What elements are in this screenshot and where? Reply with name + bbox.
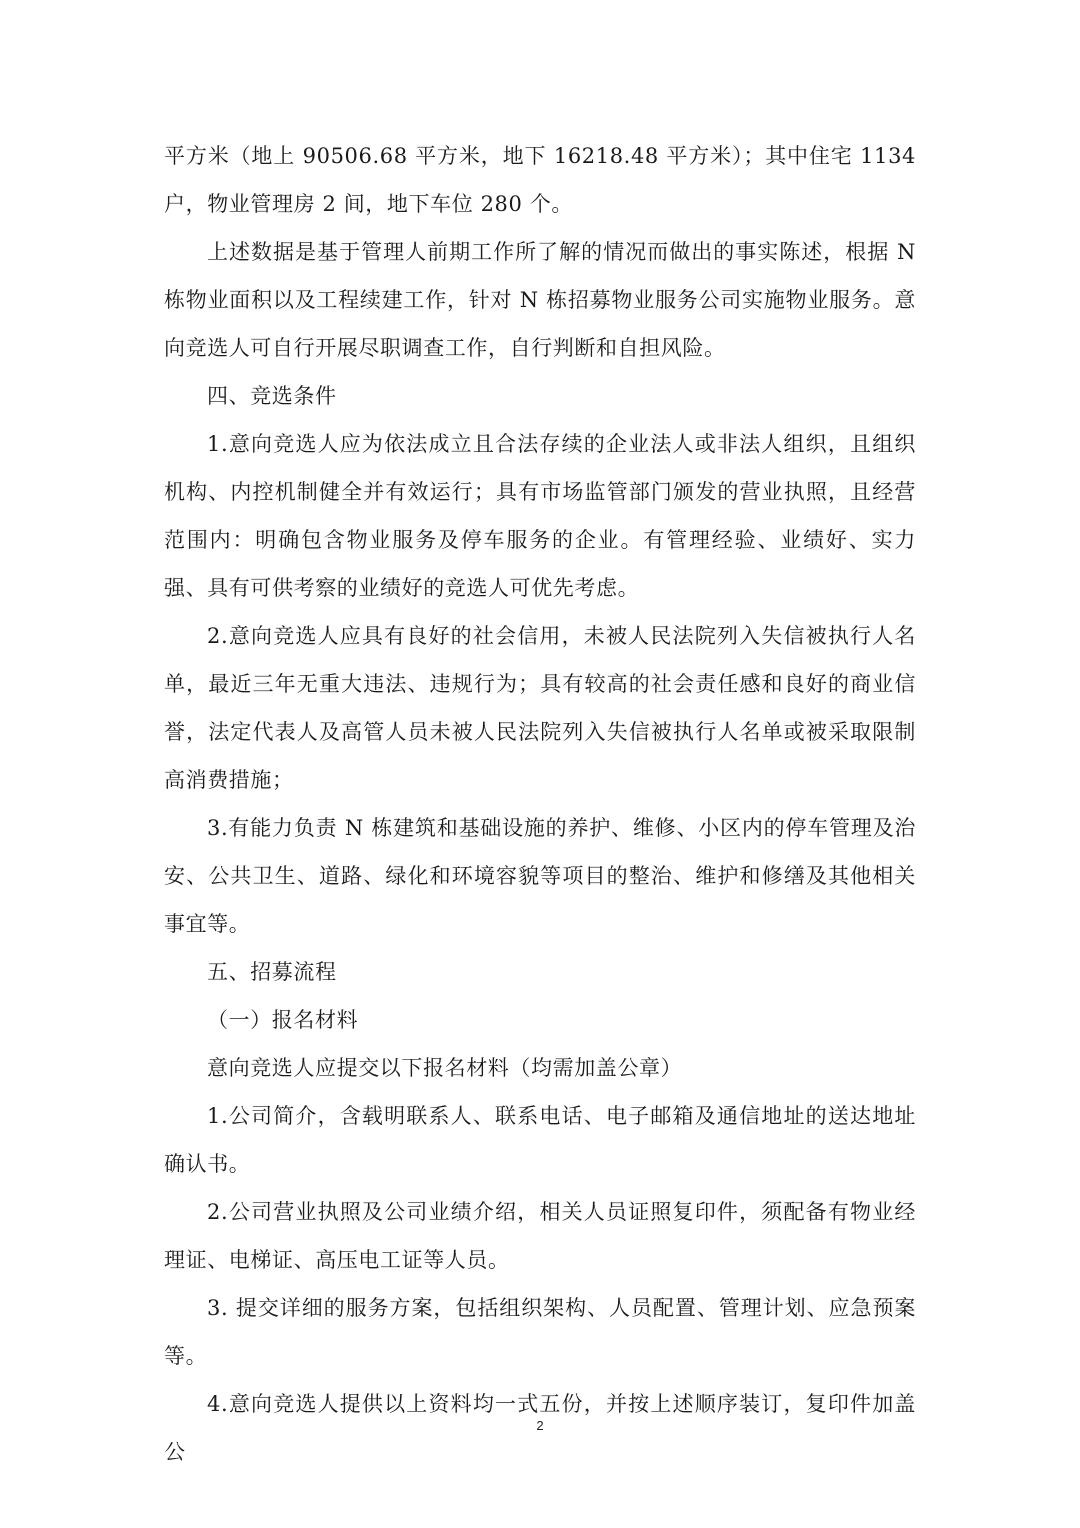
section-heading-process: 五、招募流程 [207,960,337,984]
page-number: 2 [536,1418,544,1433]
paragraph-condition-2: 2.意向竞选人应具有良好的社会信用，未被人民法院列入失信被执行人名单，最近三年无重大违法、违规行为；具有较高的社会责任感和良好的商业信誉，法定代表人及高管人员未被人民法院列入失信被执行人名单或被采取限制高消费措施； [164,624,916,792]
paragraph-material-3: 3. 提交详细的服务方案，包括组织架构、人员配置、管理计划、应急预案等。 [164,1296,916,1368]
paragraph-material-2: 2.公司营业执照及公司业绩介绍，相关人员证照复印件，须配备有物业经理证、电梯证、高压电工证等人员。 [164,1200,916,1272]
paragraph-materials-intro: 意向竞选人应提交以下报名材料（均需加盖公章） [207,1056,683,1080]
paragraph-area-details: 平方米（地上 90506.68 平方米，地下 16218.48 平方米）；其中住宅 1134 户，物业管理房 2 间，地下车位 280 个。 [164,144,916,216]
paragraph-material-1: 1.公司简介，含载明联系人、联系电话、电子邮箱及通信地址的送达地址确认书。 [164,1104,916,1176]
section-heading-conditions: 四、竞选条件 [207,384,337,408]
paragraph-data-statement: 上述数据是基于管理人前期工作所了解的情况而做出的事实陈述，根据 N 栋物业面积以及工程续建工作，针对 N 栋招募物业服务公司实施物业服务。意向竞选人可自行开展尽职调查工作，自行判断和自担风险。 [164,240,916,360]
document-body [164,132,916,1476]
paragraph-condition-3: 3.有能力负责 N 栋建筑和基础设施的养护、维修、小区内的停车管理及治安、公共卫生、道路、绿化和环境容貌等项目的整治、维护和修缮及其他相关事宜等。 [164,816,916,936]
subsection-heading-materials: （一）报名材料 [207,1008,359,1032]
paragraph-condition-1: 1.意向竞选人应为依法成立且合法存续的企业法人或非法人组织，且组织机构、内控机制健全并有效运行；具有市场监管部门颁发的营业执照，且经营范围内：明确包含物业服务及停车服务的企业。有管理经验、业绩好、实力强、具有可供考察的业绩好的竞选人可优先考虑。 [164,432,916,600]
paragraph-material-4: 4.意向竞选人提供以上资料均一式五份，并按上述顺序装订，复印件加盖公 [164,1392,916,1464]
